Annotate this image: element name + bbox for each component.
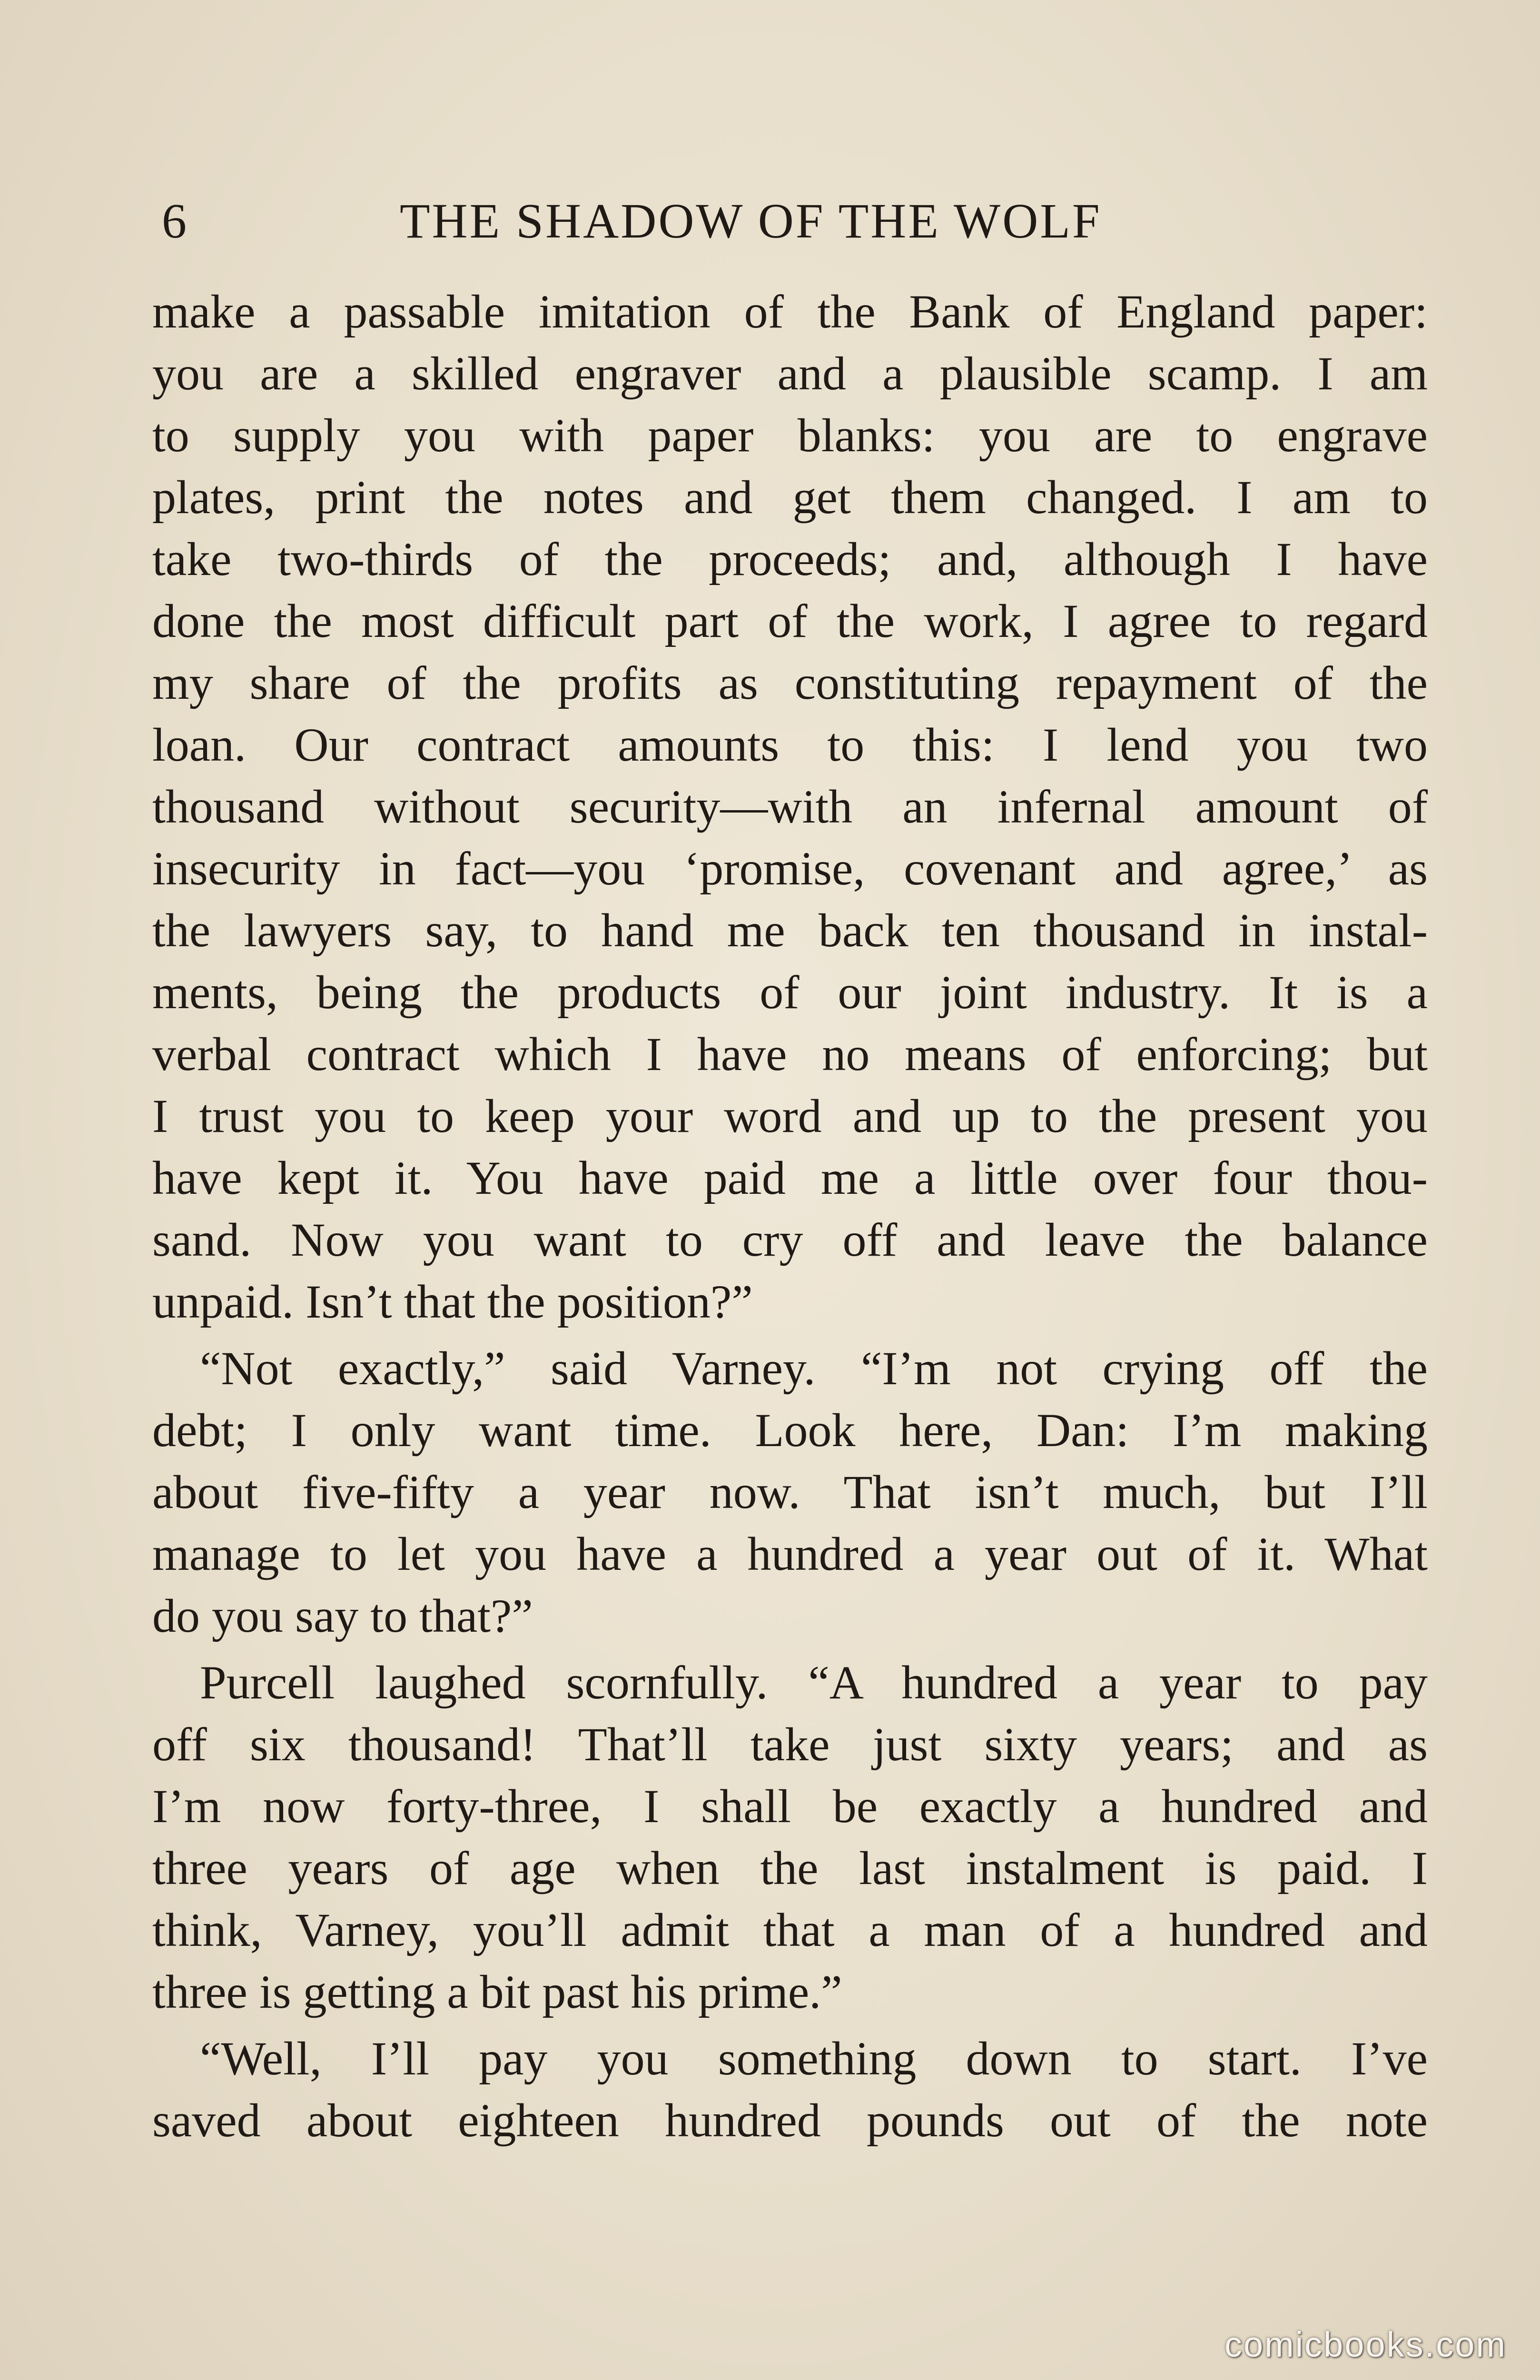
text-line: take two-thirds of the proceeds; and, although I have (152, 533, 1428, 585)
text-line: “Well, I’ll pay you something down to start. I’ve (200, 2032, 1428, 2085)
text-line: debt; I only want time. Look here, Dan: I’m making (152, 1404, 1428, 1457)
text-line: three is getting a bit past his prime.” (152, 1965, 842, 2018)
text-line: I’m now forty-three, I shall be exactly a hundred and (152, 1780, 1428, 1833)
text-line: I trust you to keep your word and up to the present you (152, 1090, 1428, 1142)
text-line: manage to let you have a hundred a year out of it. What (152, 1527, 1428, 1580)
paragraph-gap (152, 2023, 1428, 2028)
page-header (162, 188, 1437, 255)
text-line: unpaid. Isn’t that the position?” (152, 1275, 753, 1328)
paragraph (152, 281, 1428, 1333)
paragraph (152, 2028, 1428, 2152)
text-line: verbal contract which I have no means of enforcing; but (152, 1028, 1428, 1081)
text-line: to supply you with paper blanks: you are to engrave (152, 409, 1428, 462)
watermark-logo: comicbooks.com (1224, 2325, 1507, 2364)
text-line: ments, being the products of our joint industry. It is a (152, 966, 1428, 1019)
text-line: you are a skilled engraver and a plausible scamp. I am (152, 347, 1428, 400)
text-line: “Not exactly,” said Varney. “I’m not crying off the (200, 1342, 1428, 1395)
running-title: THE SHADOW OF THE WOLF (400, 194, 1102, 248)
body-text (152, 281, 1428, 2152)
paragraph-gap (152, 1647, 1428, 1652)
text-line: off six thousand! That’ll take just sixty years; and as (152, 1718, 1428, 1771)
text-line: my share of the profits as constituting repayment of the (152, 656, 1428, 709)
text-line: make a passable imitation of the Bank of England paper: (152, 285, 1428, 338)
text-line: the lawyers say, to hand me back ten thousand in instal- (152, 904, 1428, 957)
paragraph-gap (152, 1333, 1428, 1338)
text-line: do you say to that?” (152, 1589, 533, 1642)
text-line: three years of age when the last instalment is paid. I (152, 1842, 1428, 1894)
text-line: done the most difficult part of the work, I agree to regard (152, 595, 1428, 647)
text-line: loan. Our contract amounts to this: I lend you two (152, 718, 1428, 771)
text-line: plates, print the notes and get them changed. I am to (152, 471, 1428, 524)
page-number: 6 (162, 194, 187, 248)
text-line: sand. Now you want to cry off and leave the balance (152, 1213, 1428, 1266)
text-line: about five-fifty a year now. That isn’t much, but I’ll (152, 1466, 1428, 1518)
paragraph (152, 1338, 1428, 1647)
text-line: Purcell laughed scornfully. “A hundred a year to pay (200, 1656, 1428, 1709)
text-line: have kept it. You have paid me a little over four thou- (152, 1151, 1428, 1204)
text-line: think, Varney, you’ll admit that a man of a hundred and (152, 1904, 1428, 1956)
paragraph (152, 1652, 1428, 2023)
text-line: saved about eighteen hundred pounds out of the note (152, 2094, 1428, 2147)
text-line: insecurity in fact—you ‘promise, covenant and agree,’ as (152, 842, 1428, 895)
text-line: thousand without security—with an infernal amount of (152, 780, 1428, 833)
